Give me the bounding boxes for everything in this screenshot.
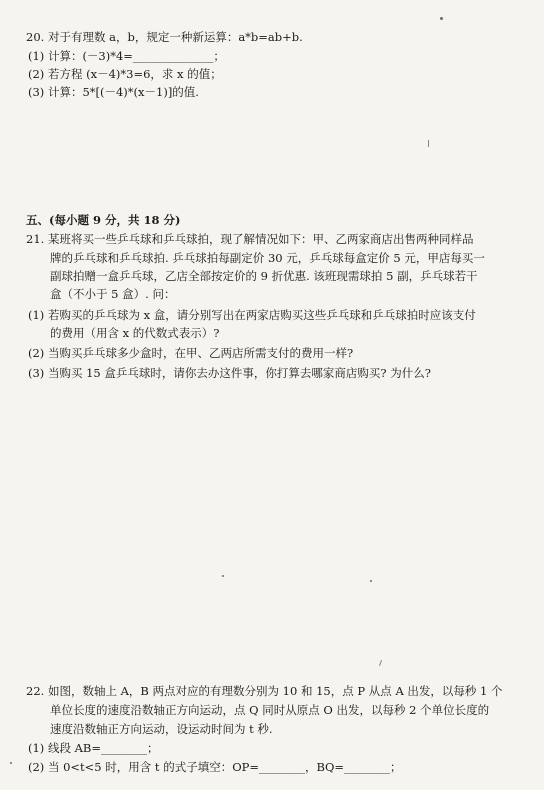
q21-part3: (3) 当购买 15 盒乒乓球时，请你去办这件事，你打算去哪家商店购买? 为什么? (28, 366, 431, 380)
q20-stem: 20. 对于有理数 a，b，规定一种新运算：a*b=ab+b. (26, 30, 303, 44)
q20-part1: (1) 计算：(－3)*4=______________； (28, 49, 225, 63)
scan-speck (370, 580, 372, 582)
scan-mark (379, 660, 382, 666)
q21-stem-line4: 盒（不小于 5 盒）. 问： (50, 287, 176, 301)
q21-part1-line2: 的费用（用含 x 的代数式表示）? (50, 326, 220, 340)
q22-stem-line2: 单位长度的速度沿数轴正方向运动，点 Q 同时从原点 O 出发，以每秒 2 个单位长度的 (50, 703, 490, 717)
q22-stem-line3: 速度沿数轴正方向运动，设运动时间为 t 秒. (50, 722, 273, 736)
q21-stem-line3: 副球拍赠一盒乒乓球，乙店全部按定价的 9 折优惠. 该班现需球拍 5 副，乒乓球若干 (50, 269, 478, 283)
scan-speck (222, 575, 224, 577)
q20-part3: (3) 计算：5*[(－4)*(x－1)]的值. (28, 85, 199, 99)
q21-part2: (2) 当购买乒乓球多少盒时，在甲、乙两店所需支付的费用一样? (28, 346, 354, 360)
q22-part2: (2) 当 0<t<5 时，用含 t 的式子填空：OP=________，BQ=________； (28, 760, 402, 774)
scan-mark (428, 140, 429, 147)
scan-speck (440, 17, 443, 20)
q21-part1-line1: (1) 若购买的乒乓球为 x 盒，请分别写出在两家店购买这些乒乓球和乒乓球拍时应该支付 (28, 308, 476, 322)
q21-stem-line1: 21. 某班将买一些乒乓球和乒乓球拍，现了解情况如下：甲、乙两家商店出售两种同样品 (26, 232, 474, 246)
q22-part1: (1) 线段 AB=________； (28, 741, 159, 755)
scan-speck (10, 762, 12, 764)
q21-stem-line2: 牌的乒乓球和乒乓球拍. 乒乓球拍每副定价 30 元，乒乓球每盒定价 5 元，甲店每买一 (50, 251, 485, 265)
q20-part2: (2) 若方程 (x－4)*3=6，求 x 的值； (28, 67, 222, 81)
section-five-heading: 五、(每小题 9 分，共 18 分) (26, 213, 181, 227)
q22-stem-line1: 22. 如图，数轴上 A，B 两点对应的有理数分别为 10 和 15，点 P 从点 A 出发，以每秒 1 个 (26, 684, 503, 698)
